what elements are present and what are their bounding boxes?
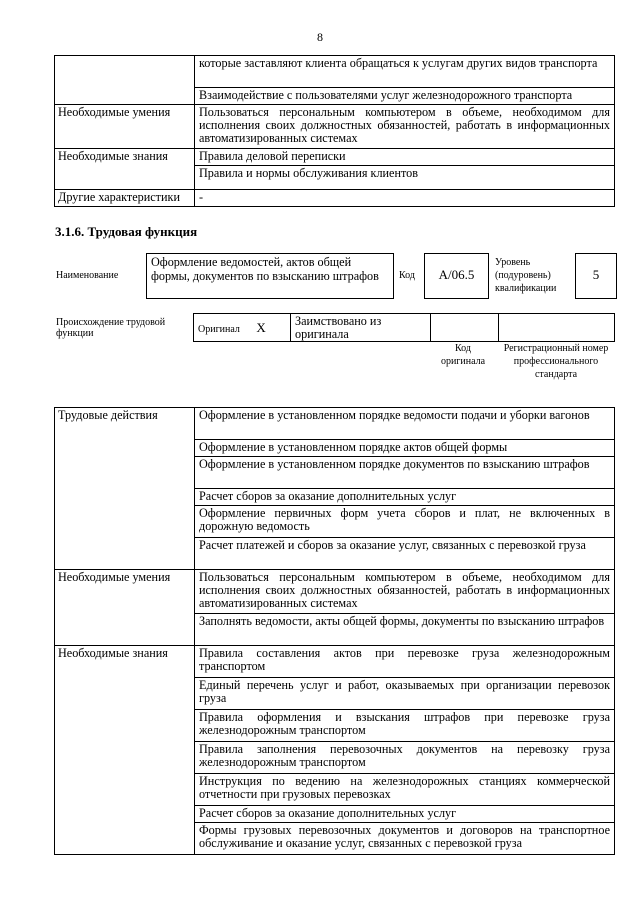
cell-text: Правила и нормы обслуживания клиентов — [195, 166, 615, 190]
cell-text: Единый перечень услуг и работ, оказываемых при организации перевозок груза — [195, 678, 615, 710]
cell-text: Расчет платежей и сборов за оказание услуг, связанных с перевозкой груза — [195, 538, 615, 570]
cell-text: Расчет сборов за оказание дополнительных услуг — [195, 489, 615, 506]
cell-text: Заполнять ведомости, акты общей формы, документы по взысканию штрафов — [195, 614, 615, 646]
cell-text: Оформление первичных форм учета сборов и плат, не включенных в дорожную ведомость — [195, 506, 615, 538]
origin-table — [193, 313, 615, 342]
borrowed-label: Заимствовано из оригинала — [291, 314, 431, 342]
cell-text: Взаимодействие с пользователями услуг железнодорожного транспорта — [195, 88, 615, 105]
table-row — [55, 570, 615, 614]
cell-text: Пользоваться персональным компьютером в объеме, необходимом для исполнения своих должностных обязанностей, работать в информационных автоматизированных системах — [195, 105, 615, 149]
code-box — [424, 253, 489, 299]
code-label: Код — [399, 270, 415, 281]
row-label: Трудовые действия — [55, 408, 195, 570]
row-label — [55, 56, 195, 105]
cell-text: которые заставляют клиента обращаться к услугам других видов транспорта — [195, 56, 615, 88]
cell-text: Формы грузовых перевозочных документов и договоров на транспортное обслуживание и оказание услуг, связанных с перевозкой груза — [195, 823, 615, 855]
origin-label: Происхождение трудовой функции — [56, 317, 166, 339]
level-value: 5 — [592, 267, 600, 282]
main-table — [54, 407, 615, 855]
row-label: Необходимые умения — [55, 105, 195, 149]
table-row — [55, 56, 615, 88]
level-box — [575, 253, 617, 299]
function-name-box — [146, 253, 394, 299]
code-original-caption: Код оригинала — [440, 343, 486, 367]
cell-text: - — [195, 190, 615, 207]
original-label: Оригинал — [198, 323, 240, 335]
reg-number-caption: Регистрационный номер профессионального стандарта — [503, 343, 609, 380]
cell-text: Инструкция по ведению на железнодорожных станциях коммерческой отчетности при грузовых перевозках — [195, 774, 615, 806]
top-table — [54, 55, 615, 207]
cell-text: Правила заполнения перевозочных документов на перевозку груза железнодорожным транспортом — [195, 742, 615, 774]
table-row — [55, 408, 615, 440]
function-name: Оформление ведомостей, актов общей формы, документов по взысканию штрафов — [151, 255, 379, 283]
level-label: Уровень (подуровень) квалификации — [495, 257, 557, 294]
row-label: Необходимые умения — [55, 570, 195, 646]
table-row — [55, 646, 615, 678]
cell-text: Пользоваться персональным компьютером в объеме, необходимом для исполнения своих должностных обязанностей, работать в информационных автоматизированных системах — [195, 570, 615, 614]
page-number: 8 — [317, 30, 323, 44]
original-mark: X — [256, 319, 266, 335]
section-title: 3.1.6. Трудовая функция — [55, 224, 198, 239]
cell-text: Правила составления актов при перевозке груза железнодорожным транспортом — [195, 646, 615, 678]
empty-cell — [431, 314, 499, 342]
cell-text: Правила оформления и взыскания штрафов при перевозке груза железнодорожным транспортом — [195, 710, 615, 742]
cell-text: Оформление в установленном порядке документов по взысканию штрафов — [195, 457, 615, 489]
table-row — [194, 314, 615, 342]
row-label: Необходимые знания — [55, 646, 195, 855]
cell-text: Расчет сборов за оказание дополнительных услуг — [195, 806, 615, 823]
cell-text: Правила деловой переписки — [195, 149, 615, 166]
cell-text: Оформление в установленном порядке ведомости подачи и уборки вагонов — [195, 408, 615, 440]
cell-text: Оформление в установленном порядке актов общей формы — [195, 440, 615, 457]
table-row — [55, 105, 615, 149]
row-label: Другие характеристики — [55, 190, 195, 207]
empty-cell — [499, 314, 615, 342]
row-label: Необходимые знания — [55, 149, 195, 190]
name-label: Наименование — [56, 270, 119, 281]
original-cell — [194, 314, 291, 342]
code-value: А/06.5 — [438, 267, 475, 282]
table-row — [55, 149, 615, 166]
table-row — [55, 190, 615, 207]
